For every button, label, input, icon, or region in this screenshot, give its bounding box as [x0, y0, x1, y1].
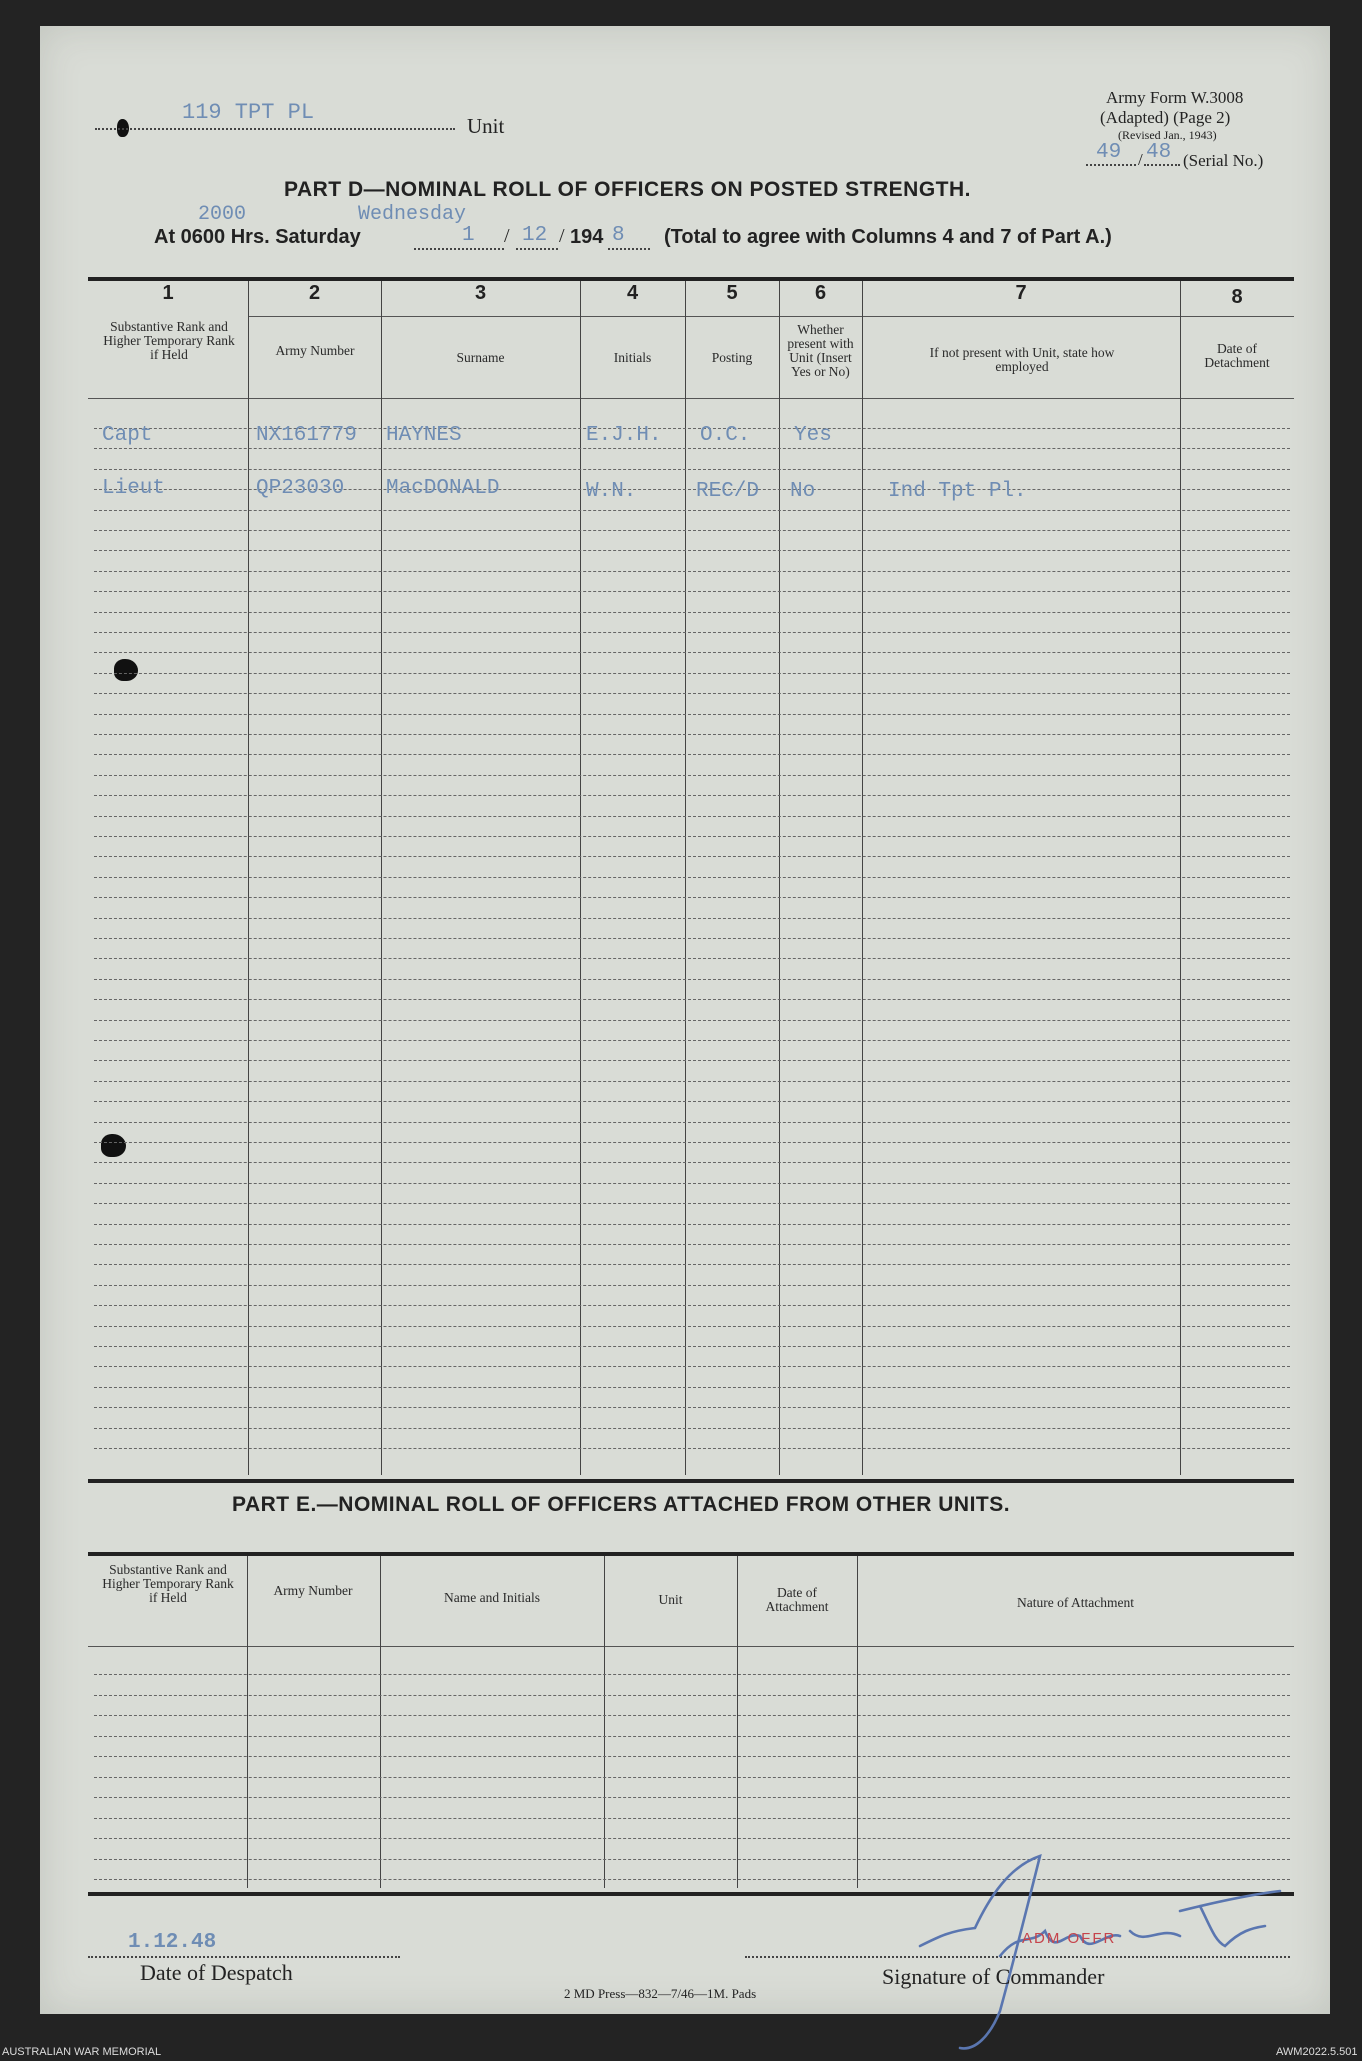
row-rule [94, 1366, 1290, 1367]
col-number-5: 5 [726, 282, 738, 304]
col-number-6: 6 [814, 282, 827, 304]
row2-army-number: QP23030 [256, 477, 345, 500]
row1-posting: O.C. [700, 424, 751, 447]
e-header-unit: Unit [658, 1592, 683, 1607]
e-header-nature: Nature of Attachment [1017, 1595, 1134, 1610]
time-typed: 2000 [198, 203, 247, 226]
row-rule [94, 1081, 1290, 1082]
row-rule [94, 1305, 1290, 1306]
serial-line-b [1144, 164, 1180, 166]
archive-id: AWM2022.5.501 [1276, 2046, 1358, 2058]
hrs-label: Hrs. [230, 226, 270, 248]
despatch-value: 1.12.48 [128, 1931, 217, 1954]
row-rule [94, 1326, 1290, 1327]
day-typed: Wednesday [358, 203, 467, 226]
row-rule [94, 918, 1290, 919]
row-rule [94, 469, 1290, 470]
month-line [516, 248, 558, 250]
row-rule [94, 591, 1290, 592]
part-e-header-divider [88, 1646, 1294, 1647]
row-rule [94, 1224, 1290, 1225]
row-rule [94, 1142, 1290, 1143]
stamp-text: ADM OFFR [1022, 1930, 1117, 1947]
row-rule [94, 1101, 1290, 1102]
row-rule [94, 1428, 1290, 1429]
row2-initials: W.N. [586, 480, 637, 503]
day-num: 1 [462, 224, 475, 247]
row-rule [94, 877, 1290, 878]
year-digit: 8 [612, 224, 625, 247]
row1-army-number: NX161779 [256, 424, 357, 447]
row-rule [94, 530, 1290, 531]
form-adapted: (Adapted) (Page 2) [1100, 108, 1231, 127]
row-rule [94, 1756, 1290, 1757]
e-header-name: Name and Initials [444, 1590, 540, 1605]
col-number-7: 7 [1015, 282, 1027, 304]
row2-posting: REC/D [696, 480, 760, 503]
form-number: Army Form W.3008 [1106, 88, 1244, 107]
despatch-line [88, 1956, 400, 1958]
header-initials: Initials [613, 350, 652, 365]
header-army-number: Army Number [275, 343, 355, 358]
row-rule [94, 999, 1290, 1000]
day-num-line [414, 248, 504, 250]
row1-rank: Capt [102, 424, 153, 447]
part-e-title: PART E.—NOMINAL ROLL OF OFFICERS ATTACHED FROM OTHER UNITS. [232, 1493, 1011, 1516]
row-rule [94, 1407, 1290, 1408]
part-d-header-divider [88, 398, 1294, 399]
header-surname: Surname [456, 350, 505, 365]
month: 12 [522, 224, 548, 247]
form-revised: (Revised Jan., 1943) [1118, 128, 1217, 142]
row-rule [94, 958, 1290, 959]
serial-sep: / [1138, 150, 1143, 169]
despatch-label: Date of Despatch [140, 1960, 293, 1985]
year-line [608, 248, 650, 250]
col-number-4: 4 [626, 282, 639, 304]
archive-credit: AUSTRALIAN WAR MEMORIAL [2, 2046, 162, 2058]
row-rule [94, 979, 1290, 980]
row-rule [94, 938, 1290, 939]
row-rule [94, 1777, 1290, 1778]
unit-line [95, 128, 455, 130]
part-d-title: PART D—NOMINAL ROLL OF OFFICERS ON POSTED STRENGTH. [284, 178, 972, 201]
row-rule [94, 856, 1290, 857]
col-number-2: 2 [308, 282, 321, 304]
row-rule [94, 1285, 1290, 1286]
e-header-rank: Substantive Rank and Higher Temporary Rank if Held [102, 1562, 234, 1605]
row-rule [94, 510, 1290, 511]
row-rule [94, 1346, 1290, 1347]
at-line [154, 226, 361, 249]
row-rule [94, 652, 1290, 653]
col-number-8: 8 [1231, 286, 1243, 308]
row-rule [94, 612, 1290, 613]
e-header-army-number: Army Number [273, 1583, 353, 1598]
row-rule [94, 1715, 1290, 1716]
header-rank: Substantive Rank and Higher Temporary Rank if Held [103, 319, 235, 362]
signature-label: Signature of Commander [882, 1964, 1105, 1989]
row-rule [94, 795, 1290, 796]
row-rule [94, 1060, 1290, 1061]
row-rule [94, 816, 1290, 817]
date-slash-2: / [559, 225, 565, 247]
row-rule [94, 754, 1290, 755]
row-rule [94, 1387, 1290, 1388]
row-rule [94, 1040, 1290, 1041]
at-label: At [154, 226, 176, 248]
unit-value: 119 TPT PL [182, 100, 315, 125]
serial-a: 49 [1096, 141, 1122, 164]
row2-present: No [790, 480, 816, 503]
part-d-num-divider [248, 316, 1294, 317]
row-rule [94, 1020, 1290, 1021]
row-rule [94, 632, 1290, 633]
row2-employed: Ind Tpt Pl. [888, 480, 1027, 503]
part-d-table [88, 277, 1294, 1483]
form-page [40, 26, 1330, 2014]
col-number-3: 3 [474, 282, 487, 304]
serial-label: (Serial No.) [1183, 151, 1264, 170]
row-rule [94, 1674, 1290, 1675]
row-rule [94, 1695, 1290, 1696]
serial-b: 48 [1146, 141, 1172, 164]
row-rule [94, 1183, 1290, 1184]
day-printed: Saturday [275, 226, 361, 248]
row-rule [94, 550, 1290, 551]
row-rule [94, 775, 1290, 776]
row-rule [94, 1162, 1290, 1163]
row-rule [94, 836, 1290, 837]
row2-rank: Lieut [102, 477, 166, 500]
row2-surname: MacDONALD [386, 477, 500, 500]
row-rule [94, 1797, 1290, 1798]
header-present: Whether present with Unit (Insert Yes or No) [787, 322, 854, 379]
header-employed: If not present with Unit, state how employed [929, 345, 1115, 374]
col-number-1: 1 [162, 282, 174, 304]
row-rule [94, 714, 1290, 715]
header-posting: Posting [711, 350, 753, 365]
row-rule [94, 1244, 1290, 1245]
printer-imprint: 2 MD Press—832—7/46—1M. Pads [564, 1986, 757, 2001]
date-slash-1: / [504, 225, 510, 247]
row-rule [94, 1203, 1290, 1204]
row-rule [94, 897, 1290, 898]
row-rule [94, 1448, 1290, 1449]
row1-surname: HAYNES [386, 424, 462, 447]
row-rule [94, 1736, 1290, 1737]
total-note: (Total to agree with Columns 4 and 7 of Part A.) [664, 226, 1112, 248]
unit-label: Unit [467, 114, 505, 138]
header-detachment: Date of Detachment [1204, 341, 1270, 370]
row-rule [94, 693, 1290, 694]
row-rule [94, 1122, 1290, 1123]
row-rule [94, 571, 1290, 572]
row1-present: Yes [794, 424, 832, 447]
serial-line-a [1086, 164, 1136, 166]
row-rule [94, 734, 1290, 735]
year-prefix: 194 [570, 226, 604, 248]
e-header-attachment-date: Date of Attachment [765, 1585, 829, 1614]
row-rule [94, 448, 1290, 449]
row-rule [94, 1818, 1290, 1819]
row1-initials: E.J.H. [586, 424, 662, 447]
row-rule [94, 1264, 1290, 1265]
row-rule [94, 673, 1290, 674]
time-printed: 0600 [180, 226, 226, 248]
